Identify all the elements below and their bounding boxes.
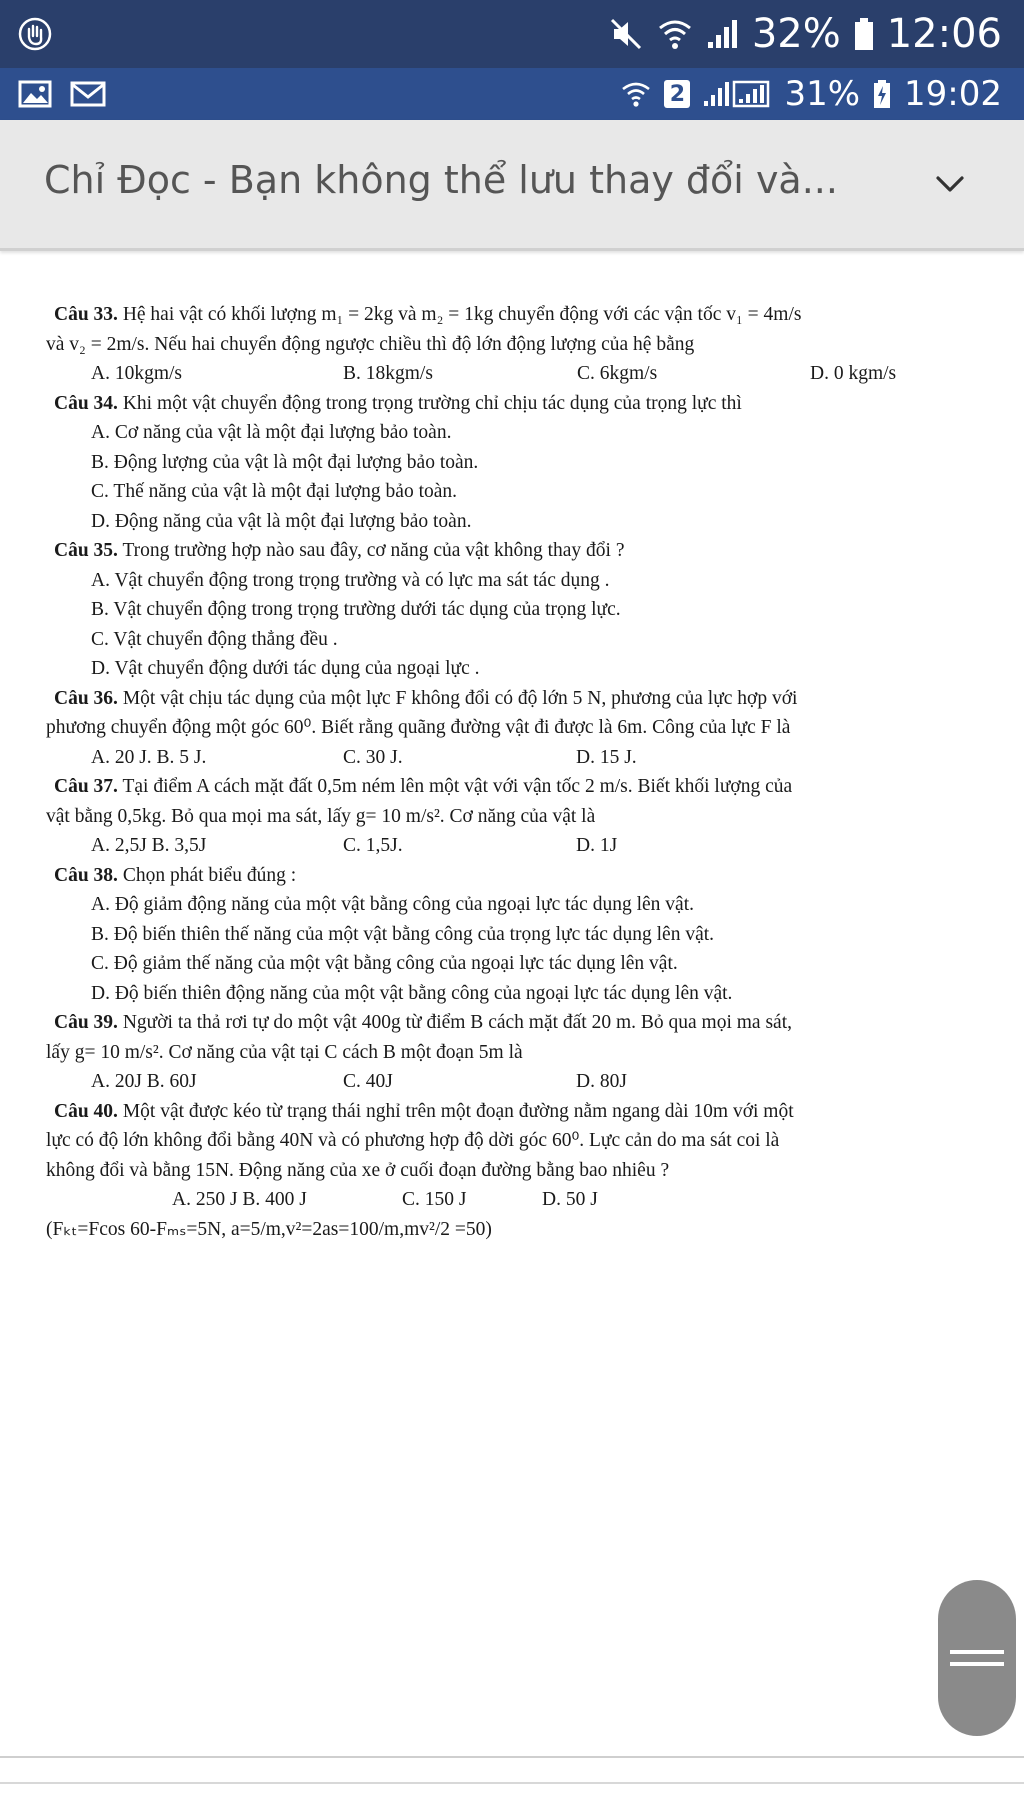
question-text: Một vật được kéo từ trạng thái nghỉ trên một đoạn đường nằm ngang dài 10m với một xyxy=(117,1100,794,1122)
question-text: Khi một vật chuyển động trong trọng trường chỉ chịu tác dụng của trọng lực thì xyxy=(117,392,742,414)
divider xyxy=(0,1782,1024,1784)
image-icon xyxy=(18,79,52,109)
question-text: phương chuyển động một góc 60⁰. Biết rằng quãng đường vật đi được là 6m. Công của lực F là xyxy=(46,717,791,738)
clock-inner: 19:02 xyxy=(904,74,1002,114)
question-number: Câu 34. xyxy=(54,392,118,414)
option-b: B. Vật chuyển động trong trọng trường dưới tác dụng của trọng lực. xyxy=(91,599,621,620)
mute-icon xyxy=(608,16,644,52)
battery-percent: 32% xyxy=(751,11,841,57)
option-c: C. 40J xyxy=(343,1071,393,1092)
question-number: Câu 35. xyxy=(54,540,118,561)
option-d: D. 80J xyxy=(576,1071,627,1092)
battery-percent-inner: 31% xyxy=(784,74,861,114)
sim-slot-number: 2 xyxy=(669,81,686,107)
read-only-banner[interactable] xyxy=(0,120,1024,251)
option-a-b: A. 20J B. 60J xyxy=(91,1071,197,1092)
option-a: A. Độ giảm động năng của một vật bằng công của ngoại lực tác dụng lên vật. xyxy=(91,894,694,915)
question-text: Người ta thả rơi tự do một vật 400g từ điểm B cách mặt đất 20 m. Bỏ qua mọi ma sát, xyxy=(117,1012,792,1033)
wifi-icon xyxy=(656,16,694,52)
signal-icon xyxy=(706,16,740,52)
option-c: C. 6kgm/s xyxy=(577,363,658,384)
option-d: D. Động năng của vật là một đại lượng bảo toàn. xyxy=(91,510,472,532)
question-37 xyxy=(46,772,986,861)
option-a: A. 10kgm/s xyxy=(91,363,183,384)
question-33 xyxy=(46,300,986,389)
option-d: D. 15 J. xyxy=(576,746,637,768)
option-c: C. 30 J. xyxy=(343,746,403,768)
status-bar-inner xyxy=(0,68,1024,120)
battery-charging-icon xyxy=(872,79,892,109)
mail-icon xyxy=(70,79,106,109)
document-content xyxy=(46,300,986,1244)
question-39 xyxy=(46,1008,986,1097)
question-number: Câu 39. xyxy=(54,1012,118,1033)
question-text: và v₂ = 2m/s. Nếu hai chuyển động ngược chiều thì độ lớn động lượng của hệ bằng xyxy=(46,333,695,355)
sim-slot-badge xyxy=(664,80,690,108)
question-text: Tại điểm A cách mặt đất 0,5m ném lên một vật với vận tốc 2 m/s. Biết khối lượng của xyxy=(117,776,793,797)
option-b: B. 18kgm/s xyxy=(343,363,433,384)
question-number: Câu 40. xyxy=(54,1100,118,1122)
option-b: B. Động lượng của vật là một đại lượng bảo toàn. xyxy=(91,451,479,473)
read-only-title: Chỉ Đọc - Bạn không thể lưu thay đổi và... xyxy=(44,158,838,202)
divider xyxy=(0,1756,1024,1758)
question-text: không đổi và bằng 15N. Động năng của xe ở cuối đoạn đường bằng bao nhiêu ? xyxy=(46,1159,670,1181)
question-35 xyxy=(46,536,986,684)
wifi-icon xyxy=(620,79,652,109)
question-text: lấy g= 10 m/s². Cơ năng của vật tại C cách B một đoạn 5m là xyxy=(46,1041,523,1063)
question-text: Một vật chịu tác dụng của một lực F không đổi có độ lớn 5 N, phương của lực hợp với xyxy=(117,687,798,709)
option-c: C. Thế năng của vật là một đại lượng bảo toàn. xyxy=(91,481,458,502)
chevron-down-icon[interactable] xyxy=(932,166,968,202)
question-text: Trong trường hợp nào sau đây, cơ năng của vật không thay đổi ? xyxy=(117,540,625,561)
option-c: C. 1,5J. xyxy=(343,835,403,856)
question-text: Hệ hai vật có khối lượng m₁ = 2kg và m₂ = 1kg chuyển động với các vận tốc v₁ = 4m/s xyxy=(117,304,802,325)
question-34 xyxy=(46,389,986,537)
option-a: A. Vật chuyển động trong trọng trường và có lực ma sát tác dụng . xyxy=(91,569,610,591)
question-number: Câu 37. xyxy=(54,776,118,797)
question-text: Chọn phát biểu đúng : xyxy=(117,864,297,886)
solution-note: (Fₖₜ=Fcos 60-Fₘₛ=5N, a=5/m,v²=2as=100/m,mv²/2 =50) xyxy=(46,1218,492,1240)
option-c: C. Độ giảm thế năng của một vật bằng công của ngoại lực tác dụng lên vật. xyxy=(91,953,678,974)
question-text: vật bằng 0,5kg. Bỏ qua mọi ma sát, lấy g= 10 m/s². Cơ năng của vật là xyxy=(46,805,596,827)
option-d: D. Độ biến thiên động năng của một vật bằng công của ngoại lực tác dụng lên vật. xyxy=(91,982,733,1004)
option-b: B. Độ biến thiên thế năng của một vật bằng công của trọng lực tác dụng lên vật. xyxy=(91,923,715,945)
question-number: Câu 38. xyxy=(54,864,118,886)
option-c: C. 150 J xyxy=(402,1189,467,1210)
question-text: lực có độ lớn không đổi bằng 40N và có phương hợp độ dời góc 60⁰. Lực cản do ma sát coi là xyxy=(46,1130,780,1151)
option-a-b: A. 250 J B. 400 J xyxy=(172,1189,307,1210)
question-40 xyxy=(46,1097,986,1245)
question-number: Câu 36. xyxy=(54,687,118,709)
option-c: C. Vật chuyển động thẳng đều . xyxy=(91,628,338,650)
option-d: D. Vật chuyển động dưới tác dụng của ngoại lực . xyxy=(91,658,480,679)
option-a-b: A. 2,5J B. 3,5J xyxy=(91,835,207,856)
battery-icon xyxy=(853,16,875,52)
clock: 12:06 xyxy=(886,11,1002,57)
option-a-b: A. 20 J. B. 5 J. xyxy=(91,746,207,768)
dual-signal-icon xyxy=(702,79,772,109)
option-a: A. Cơ năng của vật là một đại lượng bảo toàn. xyxy=(91,422,452,443)
option-d: D. 50 J xyxy=(542,1189,598,1210)
question-36 xyxy=(46,684,986,773)
status-bar-outer xyxy=(0,0,1024,68)
scrollbar-thumb[interactable] xyxy=(938,1580,1016,1736)
question-38 xyxy=(46,861,986,1009)
question-number: Câu 33. xyxy=(54,304,118,325)
option-d: D. 0 kgm/s xyxy=(810,363,897,384)
hand-icon xyxy=(18,17,52,51)
option-d: D. 1J xyxy=(576,835,618,856)
